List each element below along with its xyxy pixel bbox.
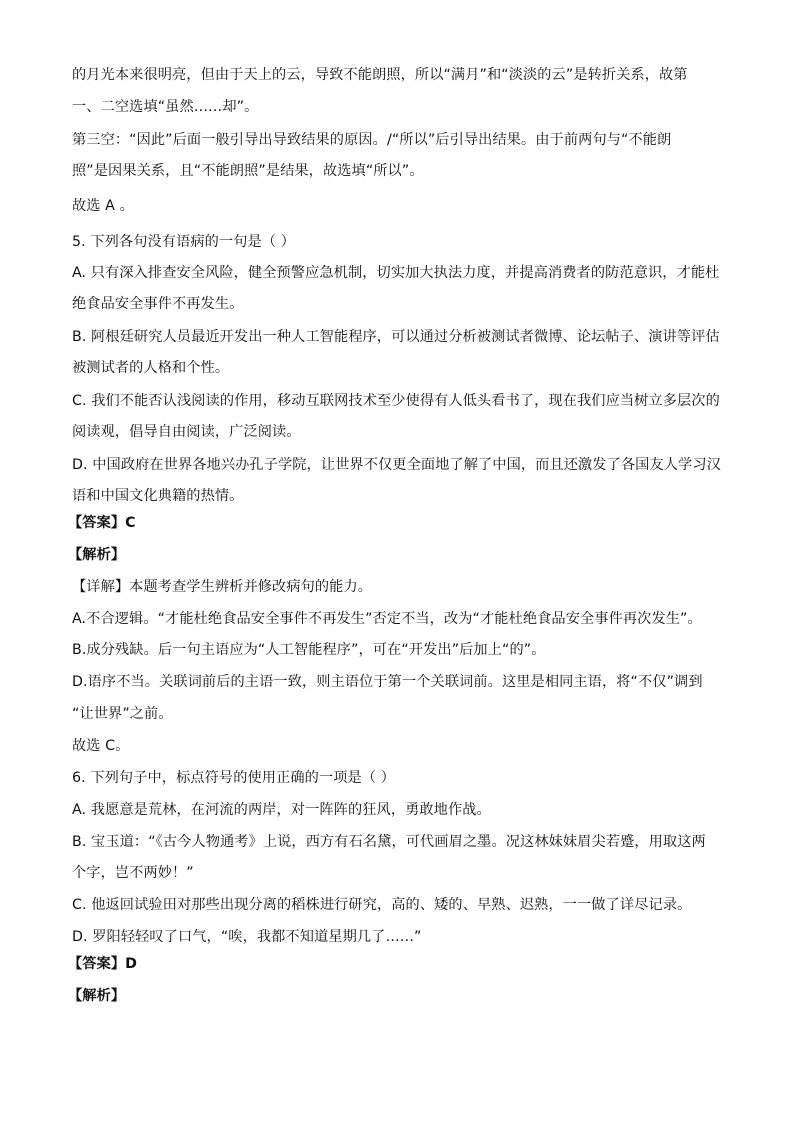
question-5-conclusion: 故选 C。 <box>72 738 130 754</box>
question-5-detail-d-cont: “让世界”之前。 <box>72 706 173 722</box>
question-6-option-d: D. 罗阳轻轻叹了口气，“唉，我都不知道星期几了……” <box>72 929 422 945</box>
question-5-detail: 【详解】本题考查学生辨析并修改病句的能力。 <box>72 579 373 595</box>
question-5-option-d: D. 中国政府在世界各地兴办孔子学院，让世界不仅更全面地了解了中国，而且还激发了各国友人学习汉 <box>72 457 721 473</box>
text-line: 的月光本来很明亮，但由于天上的云，导致不能朗照，所以“满月”和“淡淡的云”是转折关系，故第 <box>72 67 688 83</box>
question-6-analysis-heading: 【解析】 <box>68 988 126 1004</box>
question-5-option-b: B. 阿根廷研究人员最近开发出一种人工智能程序，可以通过分析被测试者微博、论坛帖子、演讲等评估 <box>72 329 720 345</box>
question-6-option-a: A. 我愿意是荒林，在河流的两岸，对一阵阵的狂风，勇敢地作战。 <box>72 802 491 818</box>
question-5-answer: 【答案】C <box>68 515 136 531</box>
question-5-option-a: A. 只有深入排查安全风险，健全预警应急机制，切实加大执法力度，并提高消费者的防范意识，才能杜 <box>72 265 720 281</box>
text-line: 故选 A 。 <box>72 198 134 214</box>
question-6-option-b: B. 宝玉道：“《古今人物通考》上说，西方有石名黛，可代画眉之墨。况这林妹妹眉尖若蹙，用取这两 <box>72 834 706 850</box>
question-6-option-c: C. 他返回试验田对那些出现分离的稻株进行研究，高的、矮的、早熟、迟熟，一一做了详尽记录。 <box>72 897 692 913</box>
question-5-stem: 5. 下列各句没有语病的一句是（ ） <box>72 234 295 250</box>
text-line: 一、二空选填“虽然……却”。 <box>72 99 259 115</box>
question-5-option-a-cont: 绝食品安全事件不再发生。 <box>72 296 244 312</box>
question-6-stem: 6. 下列句子中，标点符号的使用正确的一项是（ ） <box>72 770 395 786</box>
question-6-answer: 【答案】D <box>68 956 138 972</box>
question-5-detail-d: D.语序不当。关联词前后的主语一致，则主语位于第一个关联词前。这里是相同主语，将“不仅”调到 <box>72 674 703 690</box>
question-5-option-c-cont: 阅读观，倡导自由阅读，广泛阅读。 <box>72 424 301 440</box>
question-5-detail-a: A.不合逻辑。“才能杜绝食品安全事件不再发生”否定不当，改为“才能杜绝食品安全事件再次发生”。 <box>72 611 702 627</box>
text-line: 照”是因果关系，且“不能朗照”是结果，故选填“所以”。 <box>72 163 424 179</box>
question-5-analysis-heading: 【解析】 <box>68 547 126 563</box>
question-5-option-d-cont: 语和中国文化典籍的热情。 <box>72 488 244 504</box>
question-6-option-b-cont: 个字，岂不两妙！” <box>72 865 194 881</box>
question-5-option-c: C. 我们不能否认浅阅读的作用，移动互联网技术至少使得有人低头看书了，现在我们应当树立多层次的 <box>72 393 720 409</box>
question-5-detail-b: B.成分残缺。后一句主语应为“人工智能程序”，可在“开发出”后加上“的”。 <box>72 642 546 658</box>
question-5-option-b-cont: 被测试者的人格和个性。 <box>72 360 230 376</box>
text-line: 第三空：“因此”后面一般引导出导致结果的原因。/“所以”后引导出结果。由于前两句与“不能朗 <box>72 132 672 148</box>
